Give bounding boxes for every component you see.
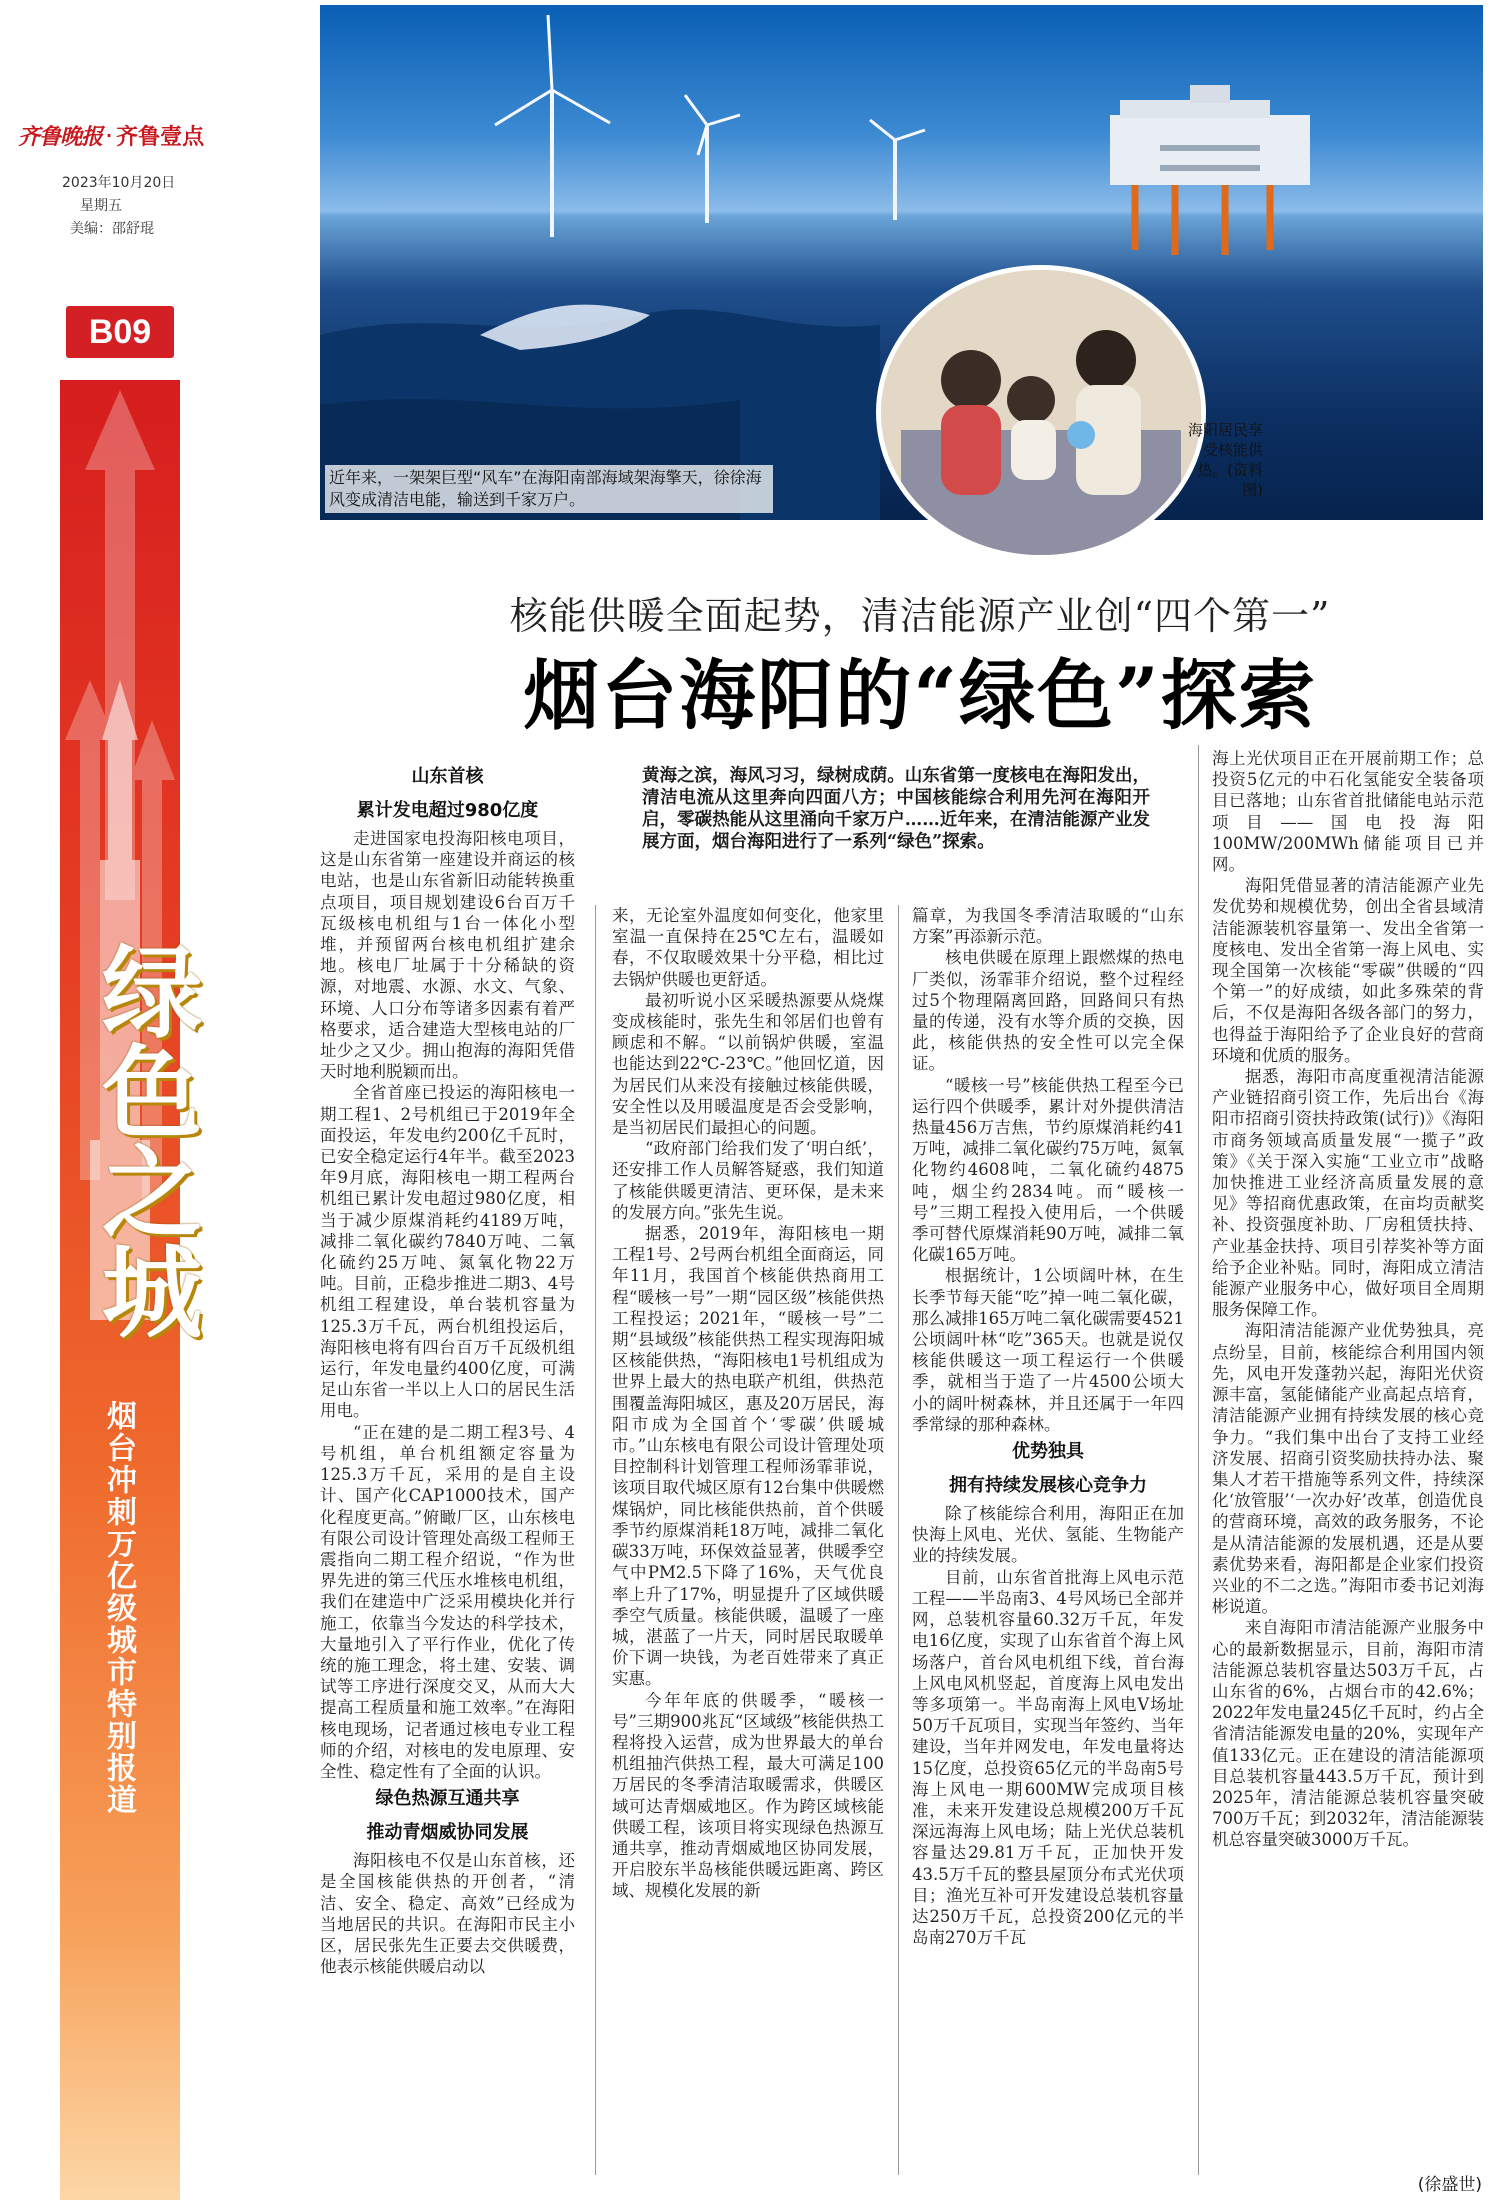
logo-dot: ·: [106, 125, 113, 145]
paragraph: 海阳核电不仅是山东首核，还是全国核能供热的开创者，“清洁、安全、稳定、高效”已经成为当地居民的共识。在海阳市民主小区，居民张先生正要去交供暖费，他表示核能供暖启动以: [320, 1851, 575, 1977]
paragraph: 根据统计，1公顷阔叶林，在生长季节每天能“吃”掉一吨二氧化碳，那么减排165万吨二氧化碳需要4521公顷阔叶林“吃”365天。也就是说仅核能供暖这一项工程运行一个供暖季，就相当于造了一片4500公顷大小的阔叶树森林，并且还属于一年四季常绿的那种森林。: [912, 1266, 1184, 1434]
column-divider: [595, 905, 596, 2175]
inset-photo-caption: 海阳居民享受核能供热。(资料图): [1187, 421, 1263, 499]
paragraph: 海上光伏项目正在开展前期工作；总投资5亿元的中石化氢能安全装备项目已落地；山东省首批储能电站示范项目——国电投海阳100MW/200MWh储能项目已并网。: [1212, 749, 1484, 875]
paragraph: 据悉，2019年，海阳核电一期工程1号、2号两台机组全面商运，同年11月，我国首个核能供热商用工程“暖核一号”一期“园区级”核能供热工程投运；2021年，“暖核一号”二期“县域级”核能供热工程实现海阳城区核能供热，“海阳核电1号机组成为世界上最大的热电联产机组，供热范围覆盖海阳城区，惠及20万居民，海阳市成为全国首个‘零碳’供暖城市。”山东核电有限公司设计管理处项目控制科计划管理工程师汤霏菲说，该项目取代城区原有12台集中供暖燃煤锅炉，同比核能供热前，首个供暖季节约原煤消耗18万吨，减排二氧化碳33万吨，环保效益显著，供暖季空气中PM2.5下降了16%，天气优良率上升了17%，明显提升了区域供暖季空气质量。核能供暖，温暖了一座城，湛蓝了一片天，同时居民取暖单价下调一块钱，为老百姓带来了真正实惠。: [612, 1224, 884, 1689]
editor-credit: 美编：邵舒琨: [70, 221, 154, 237]
article-column-2: [612, 905, 884, 1902]
column-divider: [1198, 745, 1199, 2175]
paragraph: 最初听说小区采暖热源要从烧煤变成核能时，张先生和邻居们也曾有顾虑和不解。“以前锅炉供暖，室温也能达到22℃-23℃。”他回忆道，因为居民们从来没有接触过核能供暖，安全性以及用暖温度是否会受影响，是当初居民们最担心的问题。: [612, 990, 884, 1138]
article-column-4: [1212, 748, 1484, 1851]
main-photo-caption: 近年来，一架架巨型“风车”在海阳南部海域架海擎天，徐徐海风变成清洁电能，输送到千家万户。: [325, 465, 773, 513]
paragraph: 目前，山东省首批海上风电示范工程——半岛南3、4号风场已全部并网，总装机容量60.32万千瓦，年发电16亿度，实现了山东省首个海上风场落户，首台风电机组下线，首台海上风电风机竖起，首度海上风电发出等多项第一。半岛南海上风电V场址50万千瓦项目，实现当年签约、当年建设，当年并网发电，年发电量将达15亿度，总投资65亿元的半岛南5号海上风电一期600MW完成项目核准，未来开发建设总规模200万千瓦深远海海上风电场；陆上光伏总装机容量达29.81万千瓦，正加快开发43.5万千瓦的整县屋顶分布式光伏项目；渔光互补可开发建设总装机容量达250万千瓦，总投资200亿元的半岛南270万千瓦: [912, 1567, 1184, 1948]
paragraph: 除了核能综合利用，海阳正在加快海上风电、光伏、氢能、生物能产业的持续发展。: [912, 1504, 1184, 1566]
brand-name: 齐鲁壹点: [116, 124, 205, 150]
paragraph: “政府部门给我们发了‘明白纸’，还安排工作人员解答疑惑，我们知道了核能供暖更清洁、更环保，是未来的发展方向。”张先生说。: [612, 1139, 884, 1222]
column-1-subhead-2: 累计发电超过980亿度: [356, 800, 539, 821]
paragraph: 海阳凭借显著的清洁能源产业先发优势和规模优势，创出全省县域清洁能源装机容量第一、发出全省第一度核电、发出全省第一海上风电、实现全国第一次核能“零碳”供暖的“四个第一”的好成绩，如此多殊荣的背后，不仅是海阳各级各部门的努力，也得益于海阳给予了企业良好的营商环境和优质的服务。: [1212, 876, 1484, 1065]
masthead-logo: [18, 118, 233, 152]
column-1-subhead-4: 推动青烟威协同发展: [366, 1822, 529, 1844]
issue-date: 2023年10月20日: [62, 175, 176, 191]
headline-deck: 核能供暖全面起势，清洁能源产业创“四个第一”: [509, 594, 1331, 638]
paragraph: 全省首座已投运的海阳核电一期工程1、2号机组已于2019年全面投运，年发电约200亿千瓦时，已安全稳定运行4年半。截至2023年9月底，海阳核电一期工程两台机组已累计发电超过980亿度，相当于减少原煤消耗约4189万吨，减排二氧化碳约7840万吨、二氧化硫约25万吨、氮氧化物22万吨。目前，正稳步推进二期3、4号机组工程建设，单台装机容量为125.3万千瓦，两台机组投运后，海阳核电将有四台百万千瓦级机组运行，年发电量约400亿度，可满足山东省一半以上人口的居民生活用电。: [320, 1083, 575, 1421]
column-1-subhead-1: 山东首核: [411, 766, 484, 787]
paragraph: “正在建的是二期工程3号、4号机组，单台机组额定容量为125.3万千瓦，采用的是自主设计、国产化CAP1000技术，国产化程度更高。”俯瞰厂区，山东核电有限公司设计管理处高级工程师王震指向二期工程介绍说，“作为世界先进的第三代压水堆核电机组，我们在建造中广泛采用模块化并行施工，依靠当今发达的科学技术，大量地引入了平行作业，优化了传统的施工理念，将土建、安装、调试等工序进行深度交叉，从而大大提高工程质量和施工效率。”在海阳核电现场，记者通过核电专业工程师的介绍，对核电的发电原理、安全性、稳定性有了全面的认识。: [320, 1422, 575, 1781]
kicker-title: 绿色之城: [85, 940, 203, 1340]
column-divider: [898, 905, 899, 2175]
lead-paragraph: 黄海之滨，海风习习，绿树成荫。山东省第一度核电在海阳发出，清洁电流从这里奔向四面八方；中国核能综合利用先河在海阳开启，零碳热能从这里涌向千家万户……近年来，在清洁能源产业发展方面，烟台海阳进行了一系列“绿色”探索。: [642, 766, 1150, 852]
issue-weekday: 星期五: [80, 198, 122, 214]
kicker-subtitle: 烟台冲刺万亿级城市特别报道: [101, 1400, 136, 1816]
column-3-subhead-1: 优势独具: [1012, 1441, 1084, 1463]
paragraph: “暖核一号”核能供热工程至今已运行四个供暖季，累计对外提供清洁热量456万吉焦，节约原煤消耗约41万吨，减排二氧化碳约75万吨，氮氧化物约4608吨，二氧化硫约4875吨，烟尘约2834吨。而“暖核一号”三期工程投入使用后，一个供暖季可替代原煤消耗90万吨，减排二氧化碳165万吨。: [912, 1075, 1184, 1265]
author-byline: (徐盛世): [1417, 2175, 1482, 2195]
headline-main: 烟台海阳的“绿色”探索: [523, 651, 1317, 740]
paragraph: 来自海阳市清洁能源产业服务中心的最新数据显示，目前，海阳市清洁能源总装机容量达503万千瓦，占山东省的6%，占烟台市的42.6%；2022年发电量245亿千瓦时，约占全省清洁能源发电量的20%，实现年产值133亿元。正在建设的清洁能源项目总装机容量443.5万千瓦，预计到2025年，清洁能源总装机容量突破700万千瓦；到2032年，清洁能源装机总容量突破3000万千瓦。: [1212, 1618, 1484, 1850]
paragraph: 核电供暖在原理上跟燃煤的热电厂类似，汤霏菲介绍说，整个过程经过5个物理隔离回路，回路间只有热量的传递，没有水等介质的交换，因此，核能供热的安全性可以完全保证。: [912, 948, 1184, 1074]
family-inset-photo: [876, 265, 1206, 560]
paragraph: 据悉，海阳市高度重视清洁能源产业链招商引资工作，先后出台《海阳市招商引资扶持政策(试行)》《海阳市商务领域高质量发展“一揽子”政策》《关于深入实施“工业立市”战略加快推进工业经济高质量发展的意见》等招商优惠政策，在亩均贡献奖补、投资强度补助、厂房租赁扶持、产业基金扶持、项目引荐奖补等方面给予企业补贴。同时，海阳成立清洁能源产业服务中心，做好项目全周期服务保障工作。: [1212, 1067, 1484, 1320]
article-column-3: [912, 905, 1184, 1948]
paragraph: 来，无论室外温度如何变化，他家里室温一直保持在25℃左右，温暖如春，不仅取暖效果十分平稳，相比过去锅炉供暖也更舒适。: [612, 906, 884, 989]
paper-name: 齐鲁晚报: [18, 124, 103, 150]
paragraph: 走进国家电投海阳核电项目，这是山东省第一座建设并商运的核电站，也是山东省新旧动能转换重点项目，项目规划建设6台百万千瓦级核电机组与1台一体化小型堆，并预留两台核电机组扩建余地。核电厂址属于十分稀缺的资源，对地震、水源、水文、气象、环境、人口分布等诸多因素有着严格要求，适合建造大型核电站的厂址少之又少。拥山抱海的海阳凭借天时地利脱颖而出。: [320, 829, 575, 1082]
family-illustration: [881, 270, 1201, 555]
article-column-1: [320, 760, 575, 1977]
column-1-subhead-3: 绿色热源互通共享: [375, 1788, 520, 1810]
paragraph: 今年年底的供暖季，“暖核一号”三期900兆瓦“区域级”核能供热工程将投入运营，成为世界最大的单台机组抽汽供热工程，最大可满足100万居民的冬季清洁取暖需求，供暖区域可达青烟威地区。作为跨区域核能供暖工程，该项目将实现绿色热源互通共享，推动青烟威地区协同发展，开启胶东半岛核能供暖远距离、跨区域、规模化发展的新: [612, 1690, 884, 1901]
paragraph: 海阳清洁能源产业优势独具，亮点纷呈，目前，核能综合利用国内领先，风电开发蓬勃兴起，海阳光伏资源丰富，氢能储能产业高起点培育，清洁能源产业拥有持续发展的核心竞争力。“我们集中出台了支持工业经济发展、招商引资奖励扶持办法、聚集人才若干措施等系列文件，持续深化‘放管服’‘一次办好’改革，创造优良的营商环境，高效的政务服务，不论是从清洁能源的发展机遇，还是从要素优势来看，海阳都是企业家们投资兴业的不二之选。”海阳市委书记刘海彬说道。: [1212, 1321, 1484, 1617]
paragraph: 篇章，为我国冬季清洁取暖的“山东方案”再添新示范。: [912, 906, 1184, 947]
page-number: B09: [66, 306, 174, 358]
column-3-subhead-2: 拥有持续发展核心竞争力: [949, 1475, 1147, 1497]
